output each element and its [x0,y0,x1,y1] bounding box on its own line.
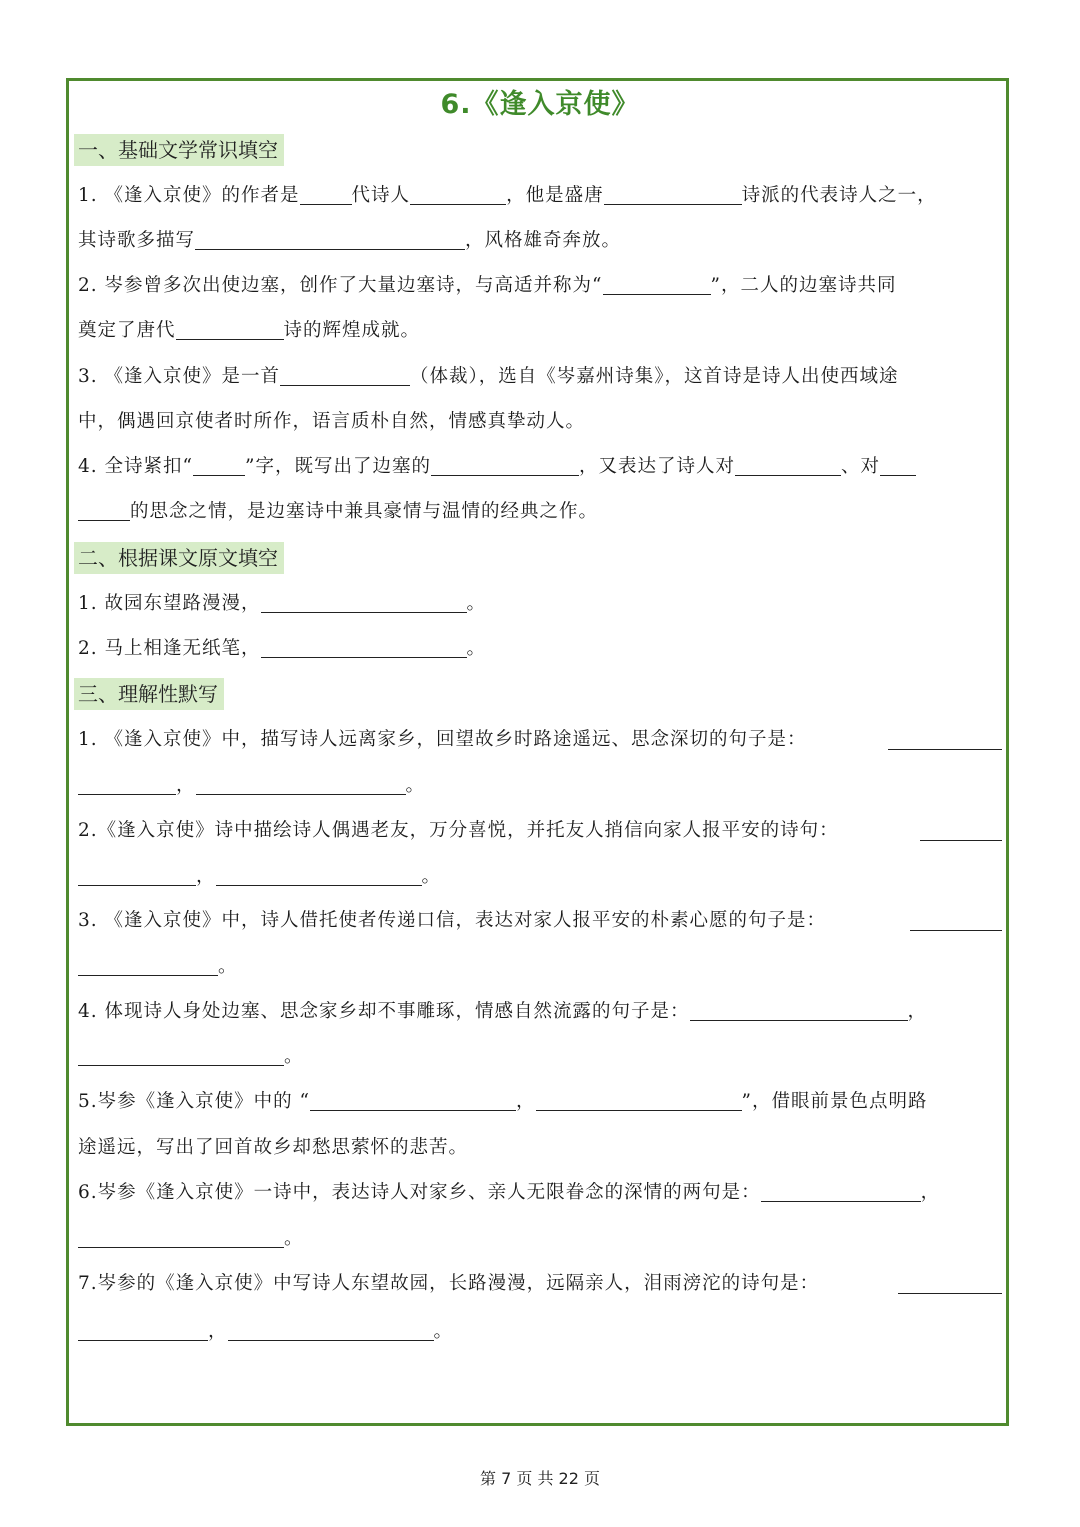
question-line: 2. 马上相逢无纸笔， 。 [78,638,487,659]
question-line: 奠定了唐代 诗的辉煌成就。 [78,320,421,341]
answer-blank[interactable] [280,365,410,386]
answer-blank[interactable] [78,1045,284,1066]
answer-blank[interactable] [196,774,406,795]
answer-blank[interactable] [176,319,284,340]
answer-blank[interactable] [261,637,467,658]
question-line: ， 。 [78,862,1002,892]
question-line: 1. 《逢入京使》中，描写诗人远离家乡，回望故乡时路途遥远、思念深切的句子是： [78,725,1002,755]
answer-blank[interactable] [193,455,245,476]
question-line: 7.岑参的《逢入京使》中写诗人东望故园，长路漫漫，远隔亲人，泪雨滂沱的诗句是： [78,1269,1002,1299]
question-line: 4. 体现诗人身处边塞、思念家乡却不事雕琢，情感自然流露的句子是： ， [78,1001,928,1022]
question-line: 2. 岑参曾多次出使边塞，创作了大量边塞诗，与高适并称为“ ”，二人的边塞诗共同 [78,275,897,296]
question-line: 4. 全诗紧扣“ ”字，既写出了边塞的 ，又表达了诗人对 、对 [78,452,1002,482]
page-number: 第 7 页 共 22 页 [480,1469,600,1488]
question-line: 3. 《逢入京使》是一首 （体裁），选自《岑嘉州诗集》，这首诗是诗人出使西域途 [78,366,899,387]
answer-blank[interactable] [603,274,711,295]
question-line: 3. 《逢入京使》中，诗人借托使者传递口信，表达对家人报平安的朴素心愿的句子是： [78,906,1002,936]
question-line: 中，偶遇回京使者时所作，语言质朴自然，情感真挚动人。 [78,411,586,432]
section-heading-comprehension-dictation: 三、理解性默写 [74,678,224,710]
answer-blank[interactable] [604,184,742,205]
question-line: 。 [78,952,1002,982]
question-line: 1. 故园东望路漫漫， 。 [78,593,487,614]
question-line: ， 。 [78,771,1002,801]
answer-blank[interactable] [888,729,1002,750]
answer-blank[interactable] [78,1227,284,1248]
answer-blank[interactable] [216,865,422,886]
question-line: 1. 《逢入京使》的作者是 代诗人 ，他是盛唐 诗派的代表诗人之一， [78,185,937,206]
question-line: 。 [78,1042,1002,1072]
answer-blank[interactable] [261,592,467,613]
answer-blank[interactable] [735,455,841,476]
answer-blank[interactable] [898,1273,1002,1294]
answer-blank[interactable] [410,184,506,205]
question-line: 5.岑参《逢入京使》中的 “ ， ”，借眼前景色点明路 [78,1091,928,1112]
answer-blank[interactable] [78,774,176,795]
answer-blank[interactable] [880,455,916,476]
question-line: 的思念之情，是边塞诗中兼具豪情与温情的经典之作。 [78,497,1002,527]
answer-blank[interactable] [78,865,196,886]
answer-blank[interactable] [536,1090,742,1111]
question-line: 6.岑参《逢入京使》一诗中，表达诗人对家乡、亲人无限眷念的深情的两句是： ， [78,1182,941,1203]
question-line: ， 。 [78,1317,1002,1347]
section-heading-basic-knowledge: 一、基础文学常识填空 [74,134,284,166]
question-line: 2.《逢入京使》诗中描绘诗人偶遇老友，万分喜悦，并托友人捎信向家人报平安的诗句： [78,816,1002,846]
answer-blank[interactable] [78,1320,208,1341]
answer-blank[interactable] [300,184,352,205]
answer-blank[interactable] [920,820,1002,841]
answer-blank[interactable] [431,455,579,476]
answer-blank[interactable] [228,1320,434,1341]
question-line: 。 [78,1224,1002,1254]
answer-blank[interactable] [195,229,465,250]
question-line: 其诗歌多描写 ，风格雄奇奔放。 [78,230,622,251]
answer-blank[interactable] [761,1181,921,1202]
answer-blank[interactable] [910,910,1002,931]
answer-blank[interactable] [310,1090,516,1111]
section-heading-fill-from-text: 二、根据课文原文填空 [74,542,284,574]
answer-blank[interactable] [78,500,130,521]
answer-blank[interactable] [78,955,218,976]
page-title: 6.《逢入京使》 [440,89,640,120]
answer-blank[interactable] [690,1000,908,1021]
question-line: 途遥远，写出了回首故乡却愁思萦怀的悲苦。 [78,1137,469,1158]
